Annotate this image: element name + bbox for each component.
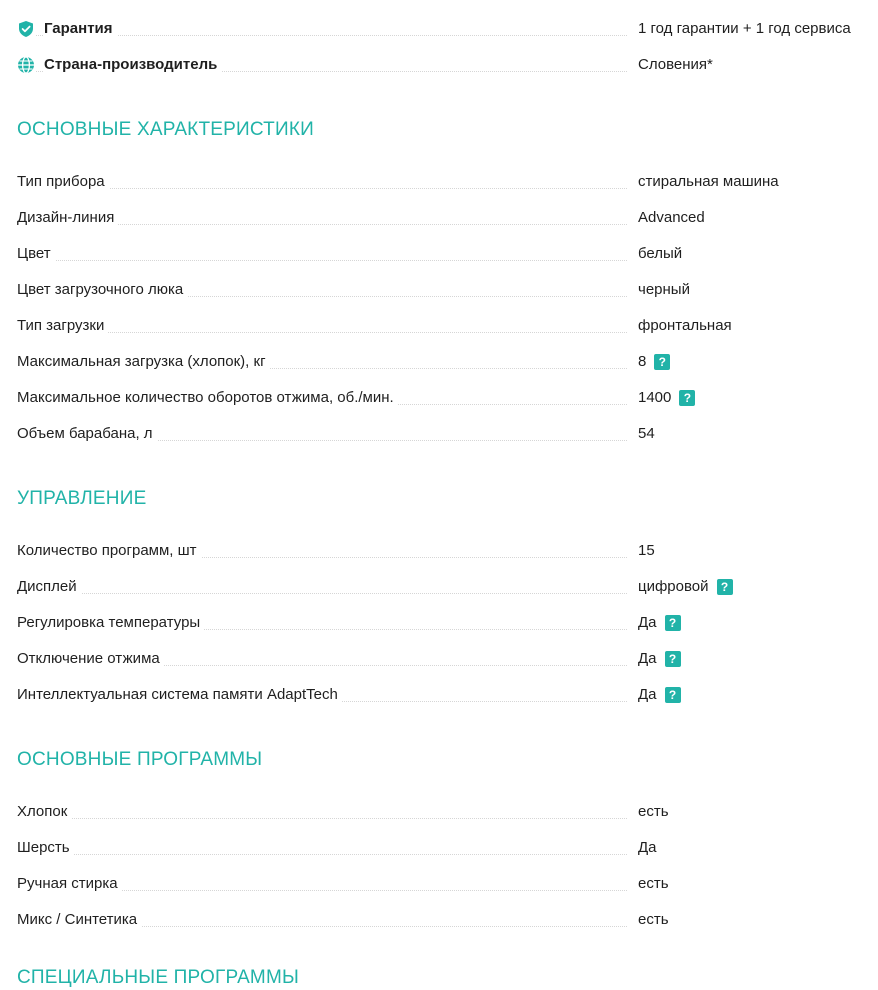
spec-row-warranty [17, 14, 878, 38]
spec-label: Тип загрузки [17, 317, 108, 335]
spec-row [17, 419, 878, 443]
section-title-special-programs: СПЕЦИАЛЬНЫЕ ПРОГРАММЫ [17, 967, 300, 988]
spec-row [17, 905, 878, 929]
spec-value: фронтальная [638, 317, 732, 334]
spec-row [17, 644, 878, 668]
spec-value: Словения* [638, 56, 713, 73]
spec-label: Цвет [17, 245, 55, 263]
spec-value: есть [638, 911, 669, 928]
spec-label: Объем барабана, л [17, 425, 157, 443]
spec-label: Отключение отжима [17, 650, 164, 668]
spec-row [17, 869, 878, 893]
spec-label: Регулировка температуры [17, 614, 204, 632]
spec-label: Микс / Синтетика [17, 911, 141, 929]
spec-row [17, 167, 878, 191]
spec-label: Интеллектуальная система памяти AdaptTech [17, 686, 342, 704]
spec-row [17, 275, 878, 299]
spec-value: Да [638, 686, 657, 703]
dotted-leader [17, 818, 627, 819]
spec-row [17, 347, 878, 371]
spec-row [17, 833, 878, 857]
spec-row-country [17, 50, 878, 74]
spec-row [17, 536, 878, 560]
spec-value: 8 [638, 353, 647, 370]
spec-value: Да [638, 839, 657, 856]
dotted-leader [17, 854, 627, 855]
spec-value: стиральная машина [638, 173, 779, 190]
spec-label: Тип прибора [17, 173, 109, 191]
spec-row [17, 383, 878, 407]
dotted-leader [17, 260, 627, 261]
spec-value: Advanced [638, 209, 705, 226]
spec-value: 1400 [638, 389, 672, 406]
section-title-controls: УПРАВЛЕНИЕ [17, 488, 147, 509]
spec-value: 1 год гарантии + 1 год сервиса [638, 20, 851, 37]
help-icon[interactable]: ? [654, 354, 670, 370]
spec-row [17, 608, 878, 632]
spec-value: 54 [638, 425, 655, 442]
help-icon[interactable]: ? [679, 390, 695, 406]
spec-value: Да [638, 614, 657, 631]
spec-label: Хлопок [17, 803, 71, 821]
spec-row [17, 203, 878, 227]
help-icon[interactable]: ? [665, 651, 681, 667]
spec-value: 15 [638, 542, 655, 559]
help-icon[interactable]: ? [665, 615, 681, 631]
spec-row [17, 311, 878, 335]
dotted-leader [17, 332, 627, 333]
spec-label: Цвет загрузочного люка [17, 281, 187, 299]
spec-value: Да [638, 650, 657, 667]
spec-label: Дисплей [17, 578, 81, 596]
spec-value: есть [638, 875, 669, 892]
spec-row [17, 572, 878, 596]
spec-label: Ручная стирка [17, 875, 122, 893]
section-title-main-specs: ОСНОВНЫЕ ХАРАКТЕРИСТИКИ [17, 119, 314, 140]
section-title-main-programs: ОСНОВНЫЕ ПРОГРАММЫ [17, 749, 263, 770]
spec-value: белый [638, 245, 683, 262]
spec-row [17, 680, 878, 704]
spec-label: Максимальное количество оборотов отжима, об./мин. [17, 389, 398, 407]
help-icon[interactable]: ? [717, 579, 733, 595]
spec-value: есть [638, 803, 669, 820]
spec-label: Количество программ, шт [17, 542, 201, 560]
globe-icon [17, 56, 35, 74]
spec-row [17, 239, 878, 263]
dotted-leader [17, 593, 627, 594]
spec-label: Шерсть [17, 839, 74, 857]
spec-label: Максимальная загрузка (хлопок), кг [17, 353, 270, 371]
shield-check-icon [17, 20, 35, 38]
spec-row [17, 797, 878, 821]
spec-label: Дизайн-линия [17, 209, 118, 227]
spec-value: цифровой [638, 578, 709, 595]
spec-label: Гарантия [44, 20, 117, 38]
spec-value: черный [638, 281, 690, 298]
spec-label: Страна-производитель [44, 56, 221, 74]
help-icon[interactable]: ? [665, 687, 681, 703]
